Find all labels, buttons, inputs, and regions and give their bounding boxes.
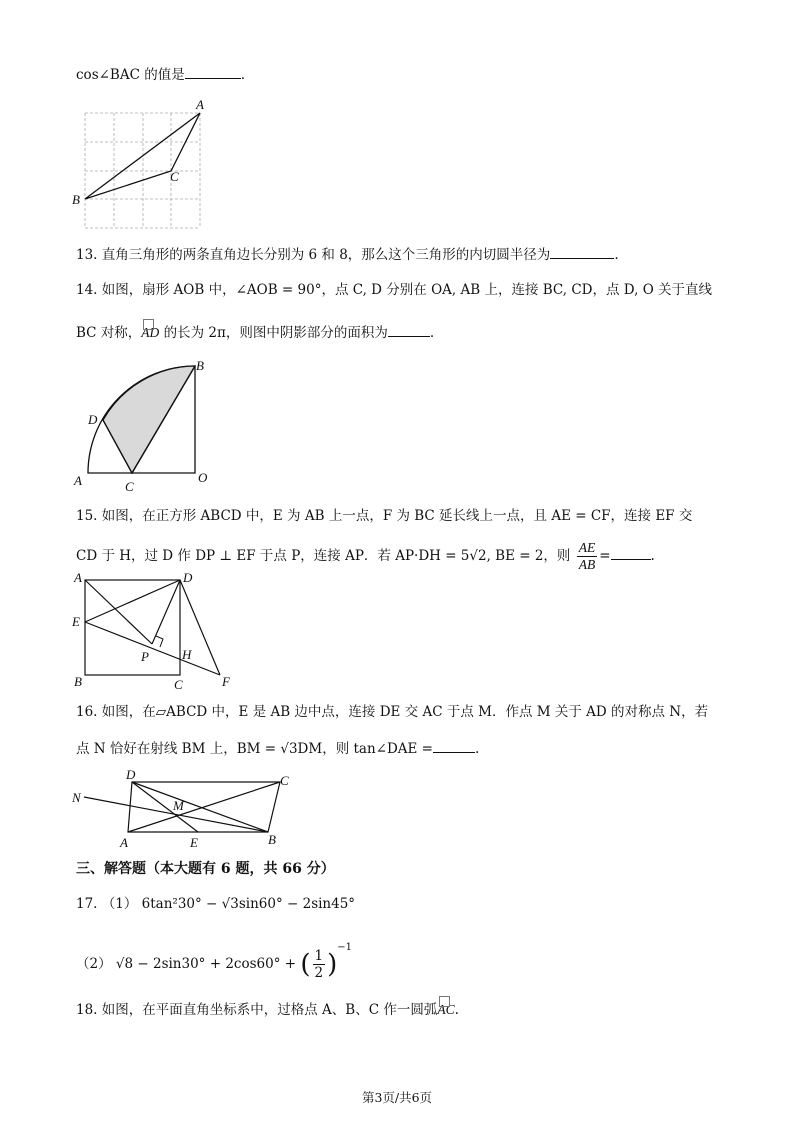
question-17-part2: （2） √8 − 2sin30° + 2cos60° + ( $\frac{1}{2}$ )$^{-1}$	[76, 942, 353, 981]
q12-text: cos∠BAC 的值是	[76, 67, 185, 83]
exponent: −1	[337, 942, 353, 953]
shaded-region	[103, 366, 195, 473]
label-C: C	[170, 169, 179, 184]
label-M: M	[173, 798, 184, 813]
q14-text-a: BC 对称，	[76, 325, 142, 341]
q14-text-b: 的长为 2π，则图中阴影部分的面积为	[159, 325, 388, 341]
label-C: C	[280, 773, 289, 788]
q17-expr-2: √8 − 2sin30° + 2cos60° +	[115, 956, 297, 972]
q15-text-a: CD 于 H，过 D 作 DP ⊥ EF 于点 P，连接 AP．若 AP·DH = 5√2, BE = 2，则	[76, 548, 571, 564]
q13-text: 13. 直角三角形的两条直角边长分别为 6 和 8，那么这个三角形的内切圆半径为	[76, 247, 551, 263]
label-D: D	[88, 412, 98, 427]
answer-blank	[388, 322, 430, 337]
label-B: B	[196, 358, 204, 373]
q15-period: .	[650, 548, 655, 564]
label-F: F	[222, 674, 230, 689]
q15-equals: =	[599, 548, 611, 564]
q12-period: .	[240, 67, 246, 83]
label-B: B	[268, 832, 276, 847]
label-C: C	[125, 479, 134, 494]
label-A: A	[196, 97, 204, 112]
figure-14	[70, 358, 220, 493]
label-H: H	[182, 647, 192, 662]
label-P: P	[141, 649, 149, 664]
figure-16	[70, 768, 300, 853]
label-D: D	[126, 767, 136, 782]
label-O: O	[198, 470, 208, 485]
q13-period: .	[614, 247, 619, 263]
answer-blank	[185, 64, 241, 79]
question-12-tail	[76, 64, 245, 85]
q14-period: .	[429, 325, 435, 341]
question-17-part1	[76, 894, 355, 914]
answer-blank	[433, 738, 475, 753]
question-15-line1: 15. 如图，在正方形 ABCD 中，E 为 AB 上一点，F 为 BC 延长线上一点，且 AE = CF，连接 EF 交	[76, 508, 693, 524]
q17-expr-1: 6tan²30° − √3sin60° − 2sin45°	[141, 896, 356, 912]
q17-label-1: 17. （1）	[76, 896, 138, 912]
label-D: D	[183, 570, 193, 585]
label-A: A	[74, 570, 82, 585]
fraction-AE-AB: $\frac{AE}{AB}$	[578, 540, 596, 572]
section-3-heading: 三、解答题（本大题有 6 题，共 66 分）	[76, 861, 335, 877]
answer-blank	[550, 244, 614, 259]
label-E: E	[190, 835, 198, 850]
question-18	[76, 1000, 459, 1020]
question-15-line2	[76, 540, 655, 573]
question-13	[76, 244, 619, 265]
q17-label-2: （2）	[76, 956, 112, 972]
label-C: C	[174, 677, 183, 692]
figure-15	[70, 570, 240, 695]
q18-period: .	[454, 1002, 459, 1018]
label-A: A	[74, 473, 82, 488]
arc-AD: AD	[141, 323, 159, 343]
arc-AC: AC	[437, 1000, 454, 1020]
question-16-line2	[76, 738, 479, 759]
label-B: B	[74, 674, 82, 689]
label-B: B	[72, 192, 80, 207]
q16-text: 点 N 恰好在射线 BM 上，BM = √3DM，则 tan∠DAE =	[76, 741, 433, 757]
question-14-line2	[76, 322, 434, 343]
question-16-line1: 16. 如图，在▱ABCD 中，E 是 AB 边中点，连接 DE 交 AC 于点 M．作点 M 关于 AD 的对称点 N，若	[76, 704, 709, 720]
fraction-one-half: $\frac{1}{2}$	[314, 948, 324, 981]
label-N: N	[72, 790, 81, 805]
label-A: A	[120, 835, 128, 850]
page-footer: 第3页/共6页	[361, 1090, 433, 1105]
question-14-line1: 14. 如图，扇形 AOB 中，∠AOB = 90°，点 C, D 分别在 OA, AB 上，连接 BC, CD，点 D, O 关于直线	[76, 282, 713, 298]
label-E: E	[72, 614, 80, 629]
figure-12	[70, 98, 210, 218]
q16-period: .	[475, 741, 480, 757]
q18-text: 18. 如图，在平面直角坐标系中，过格点 A、B、C 作一圆弧	[76, 1002, 438, 1018]
answer-blank	[611, 545, 651, 560]
